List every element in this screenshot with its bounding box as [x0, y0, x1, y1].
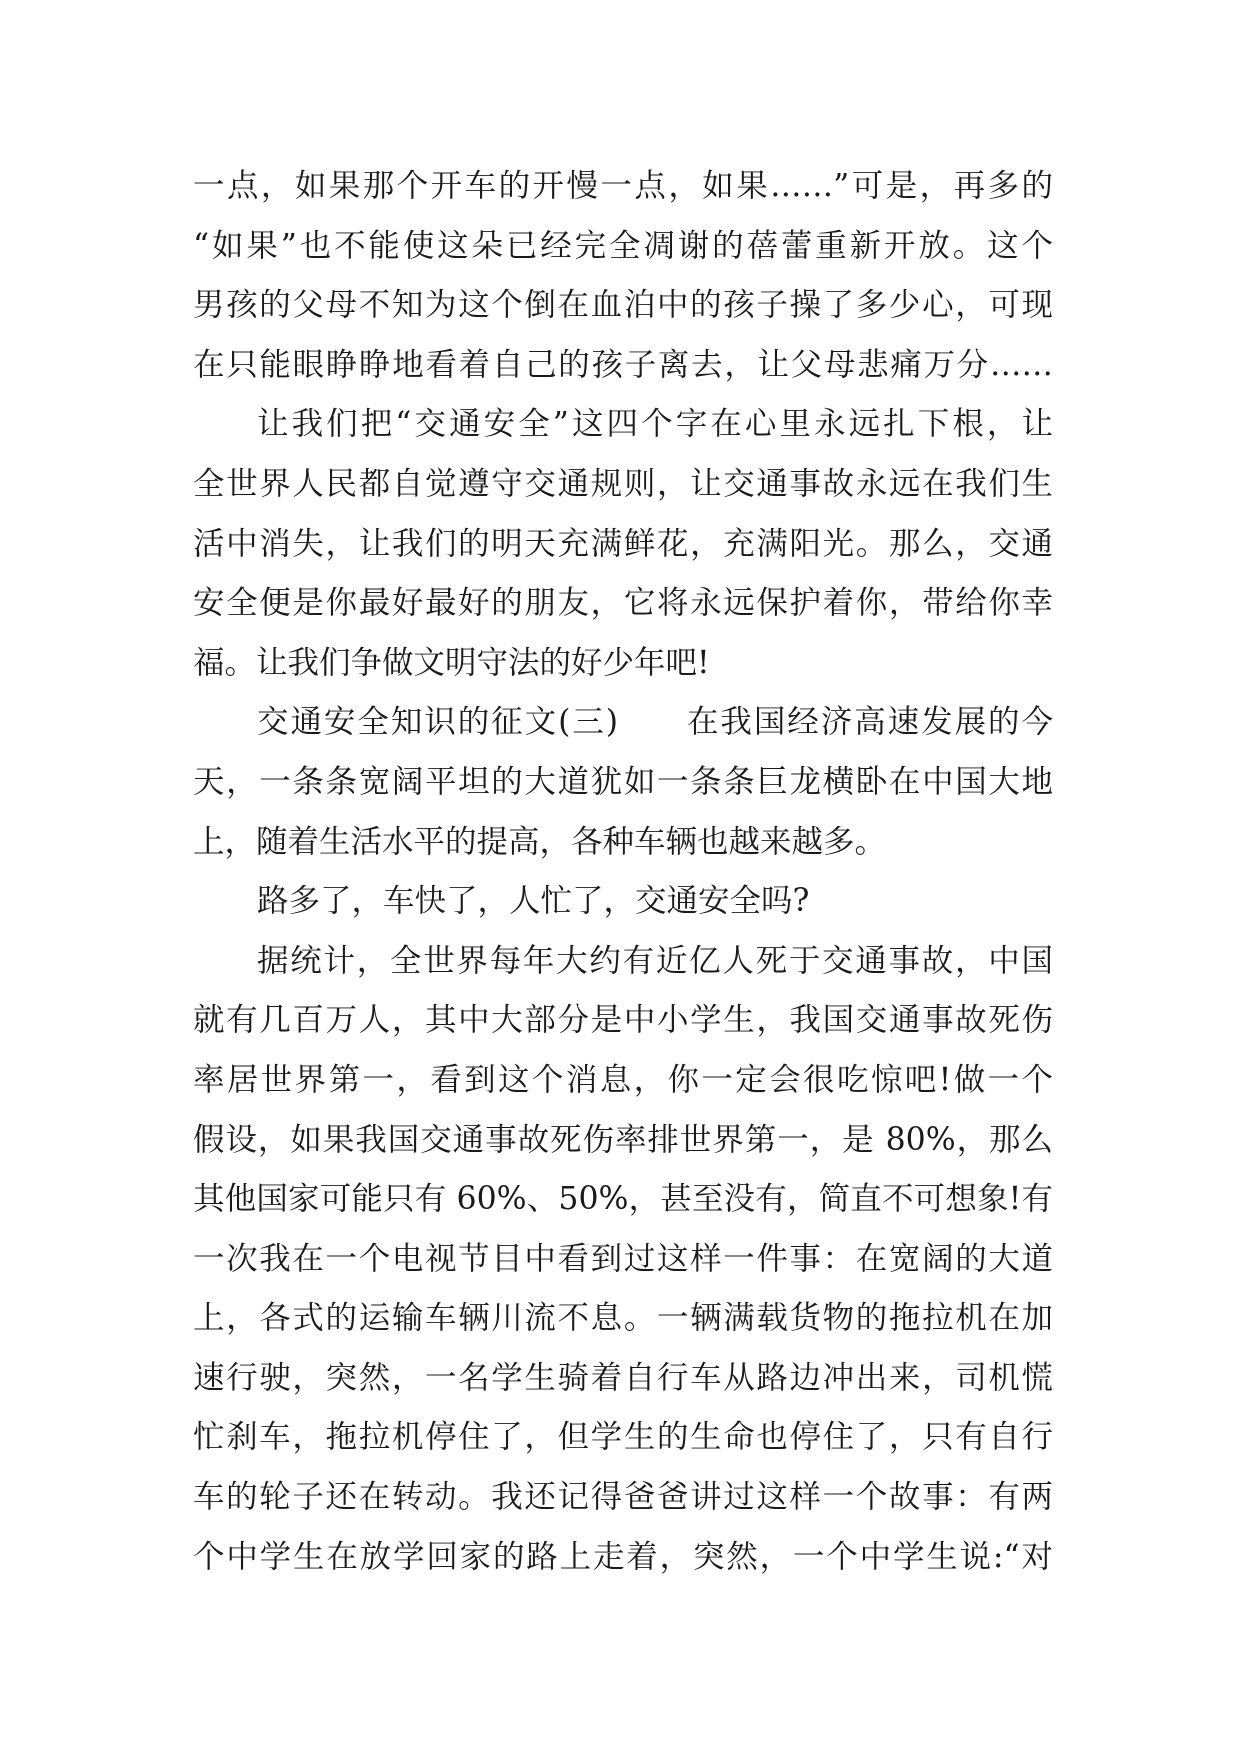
- text-line: 假设，如果我国交通事故死伤率排世界第一，是 80%，那么: [193, 1121, 1053, 1158]
- text-line: 就有几百万人，其中大部分是中小学生，我国交通事故死伤: [193, 1002, 1053, 1039]
- text-line: 率居世界第一，看到这个消息，你一定会很吃惊吧!做一个: [193, 1061, 1053, 1098]
- text-line: 速行驶，突然，一名学生骑着自行车从路边冲出来，司机慌: [193, 1359, 1053, 1396]
- text-line: 一点，如果那个开车的开慢一点，如果……”可是，再多的: [193, 168, 1053, 204]
- text-line: 车的轮子还在转动。我还记得爸爸讲过这样一个故事：有两: [193, 1479, 1053, 1516]
- paragraph-start-line: 路多了，车快了，人忙了，交通安全吗?: [257, 883, 810, 920]
- text-line: 一次我在一个电视节目中看到过这样一件事：在宽阔的大道: [193, 1240, 1053, 1277]
- text-line: 其他国家可能只有 60%、50%，甚至没有，简直不可想象!有: [193, 1181, 1053, 1218]
- paragraph-end-line: 上，随着生活水平的提高，各种车辆也越来越多。: [193, 823, 887, 860]
- paragraph-start-line: 让我们把“交通安全”这四个字在心里永远扎下根，让: [257, 406, 1053, 443]
- text-line: 忙刹车，拖拉机停住了，但学生的生命也停住了，只有自行: [193, 1419, 1053, 1456]
- text-line: 天，一条条宽阔平坦的大道犹如一条条巨龙横卧在中国大地: [193, 763, 1053, 800]
- text-line: 活中消失，让我们的明天充满鲜花，充满阳光。那么，交通: [193, 525, 1053, 562]
- text-line: 个中学生在放学回家的路上走着，突然，一个中学生说:“对: [193, 1538, 1053, 1575]
- paragraph-start-line: 据统计，全世界每年大约有近亿人死于交通事故，中国: [257, 942, 1053, 979]
- body-text: [193, 157, 1053, 1587]
- paragraph-end-line: 福。让我们争做文明守法的好少年吧!: [193, 644, 710, 681]
- text-line: 全世界人民都自觉遵守交通规则，让交通事故永远在我们生: [193, 465, 1053, 502]
- section-heading-line: 交通安全知识的征文(三) 在我国经济高速发展的今: [257, 704, 1053, 741]
- text-line: “如果”也不能使这朵已经完全凋谢的蓓蕾重新开放。这个: [193, 227, 1053, 264]
- text-line: 在只能眼睁睁地看着自己的孩子离去，让父母悲痛万分……: [193, 346, 1053, 383]
- text-line: 男孩的父母不知为这个倒在血泊中的孩子操了多少心，可现: [193, 287, 1053, 324]
- text-line: 上，各式的运输车辆川流不息。一辆满载货物的拖拉机在加: [193, 1300, 1053, 1337]
- text-line: 安全便是你最好最好的朋友，它将永远保护着你，带给你幸: [193, 585, 1053, 622]
